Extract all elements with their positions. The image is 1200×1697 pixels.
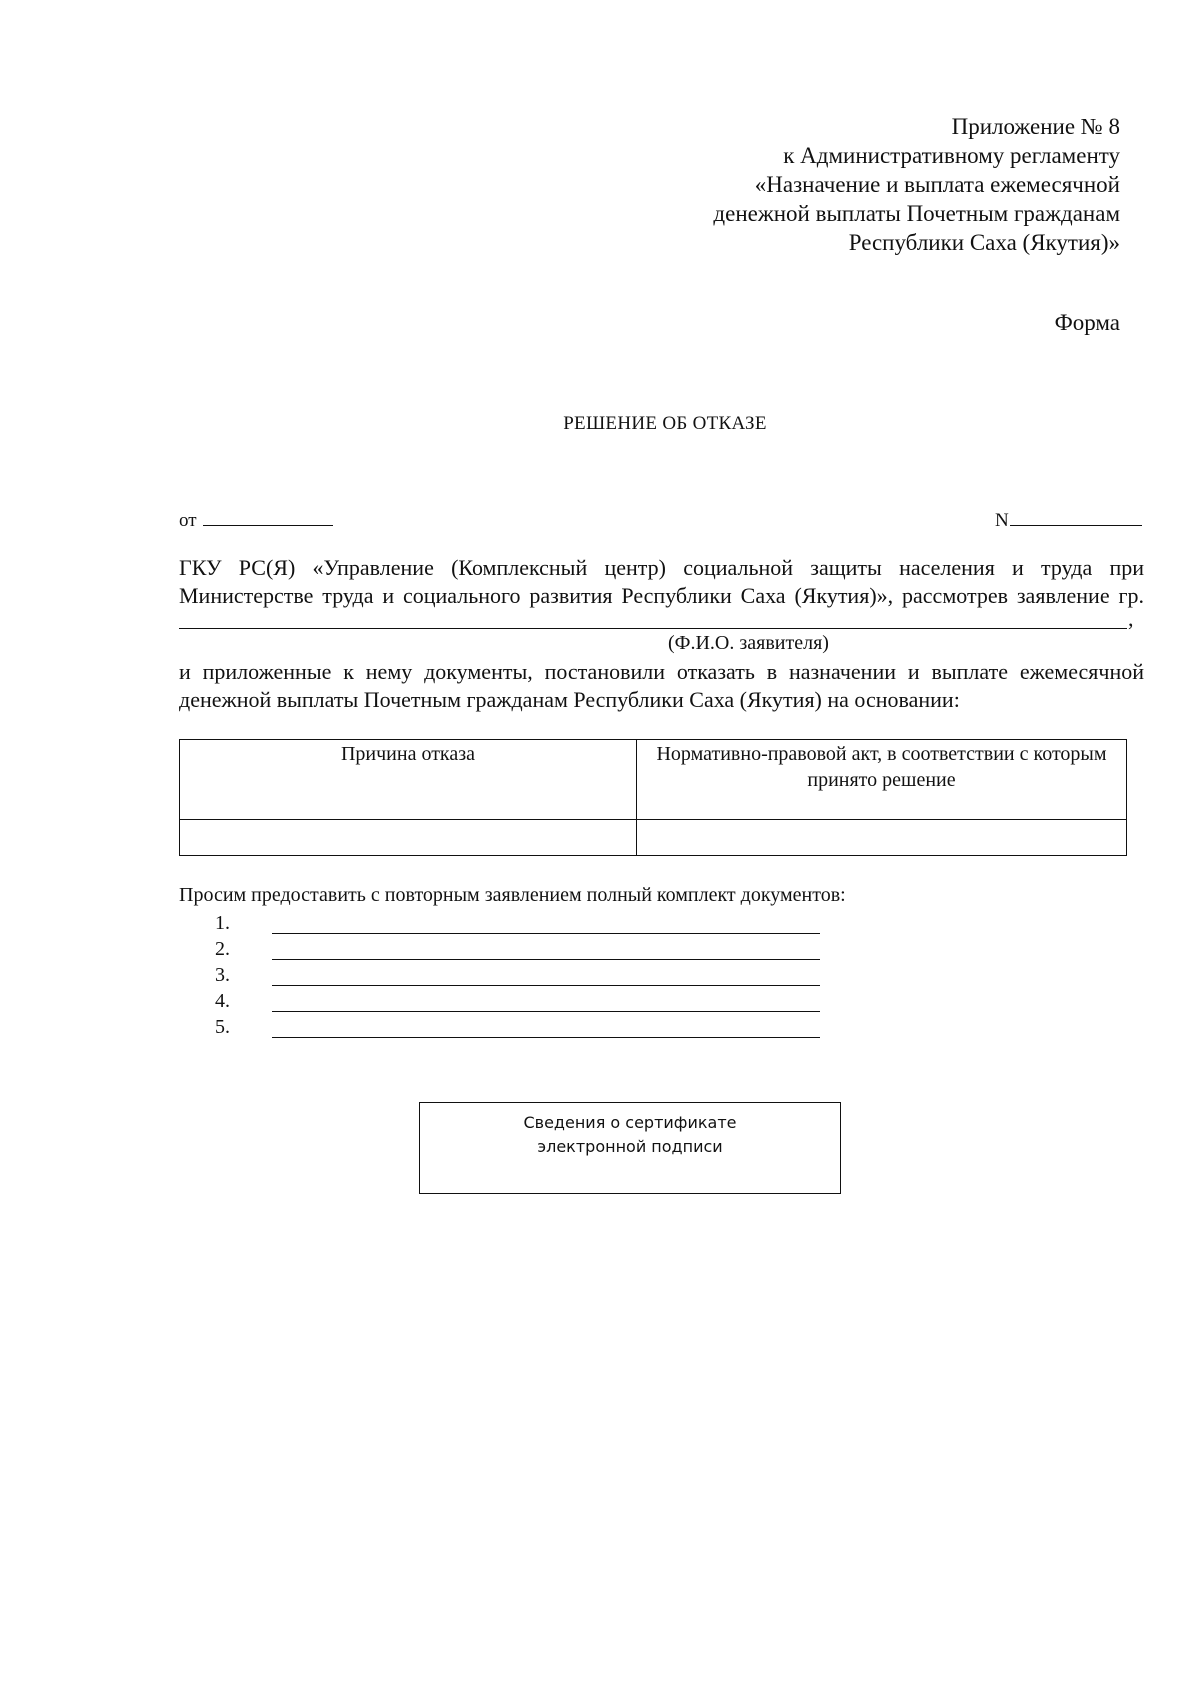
request-text: Просим предоставить с повторным заявлением полный комплект документов: (179, 884, 846, 906)
number-row (995, 510, 1142, 532)
annex-line: Приложение № 8 (951, 114, 1120, 139)
paragraph-line: и приложенные к нему документы, постановили отказать в назначении и выплате ежемесячной (179, 659, 1144, 684)
certificate-line: Сведения о сертификате (523, 1113, 737, 1132)
date-label: от (179, 510, 197, 531)
form-label: Форма (1054, 310, 1120, 335)
list-item (215, 988, 820, 1014)
paragraph-line: ГКУ РС(Я) «Управление (Комплексный центр) социальной защиты населения и труда при (179, 555, 1144, 580)
table-header-reason: Причина отказа (180, 740, 637, 820)
applicant-name-hint: (Ф.И.О. заявителя) (668, 632, 829, 654)
list-item-number: 2. (215, 938, 230, 960)
list-item-blank-line (272, 1017, 820, 1038)
annex-line: Республики Саха (Якутия)» (848, 230, 1120, 255)
number-blank-line (1010, 511, 1142, 526)
number-label: N (995, 510, 1009, 531)
list-item (215, 1014, 820, 1040)
list-item-number: 5. (215, 1016, 230, 1038)
annex-line: к Административному регламенту (783, 143, 1120, 168)
list-item-number: 4. (215, 990, 230, 1012)
decision-paragraph (179, 658, 1144, 714)
table-header-row (180, 740, 1127, 820)
list-item-blank-line (272, 965, 820, 986)
date-blank-line (203, 511, 333, 526)
document-title: РЕШЕНИЕ ОБ ОТКАЗЕ (563, 413, 767, 434)
refusal-reasons-table (179, 739, 1127, 856)
documents-list (215, 910, 820, 1040)
list-item-number: 3. (215, 964, 230, 986)
annex-block (713, 112, 1120, 257)
annex-line: денежной выплаты Почетным гражданам (713, 201, 1120, 226)
table-header-legal-act: Нормативно-правовой акт, в соответствии с которым принято решение (637, 740, 1127, 820)
list-item-blank-line (272, 991, 820, 1012)
list-item (215, 936, 820, 962)
table-cell-legal-act (637, 820, 1127, 856)
certificate-line: электронной подписи (537, 1137, 723, 1156)
date-row (179, 510, 333, 532)
list-item (215, 910, 820, 936)
table-row (180, 820, 1127, 856)
list-item-blank-line (272, 913, 820, 934)
list-item-blank-line (272, 939, 820, 960)
annex-line: «Назначение и выплата ежемесячной (754, 172, 1120, 197)
applicant-line-comma: , (1128, 606, 1134, 631)
list-item (215, 962, 820, 988)
list-item-number: 1. (215, 912, 230, 934)
applicant-name-blank-line (179, 600, 1127, 629)
signature-certificate-box (419, 1102, 841, 1194)
paragraph-line: денежной выплаты Почетным гражданам Республики Саха (Якутия) на основании: (179, 687, 960, 712)
table-cell-reason (180, 820, 637, 856)
paragraph-line: Министерстве труда и социального развития Республики Саха (Якутия)», рассмотрев заявление гр. (179, 583, 1144, 608)
